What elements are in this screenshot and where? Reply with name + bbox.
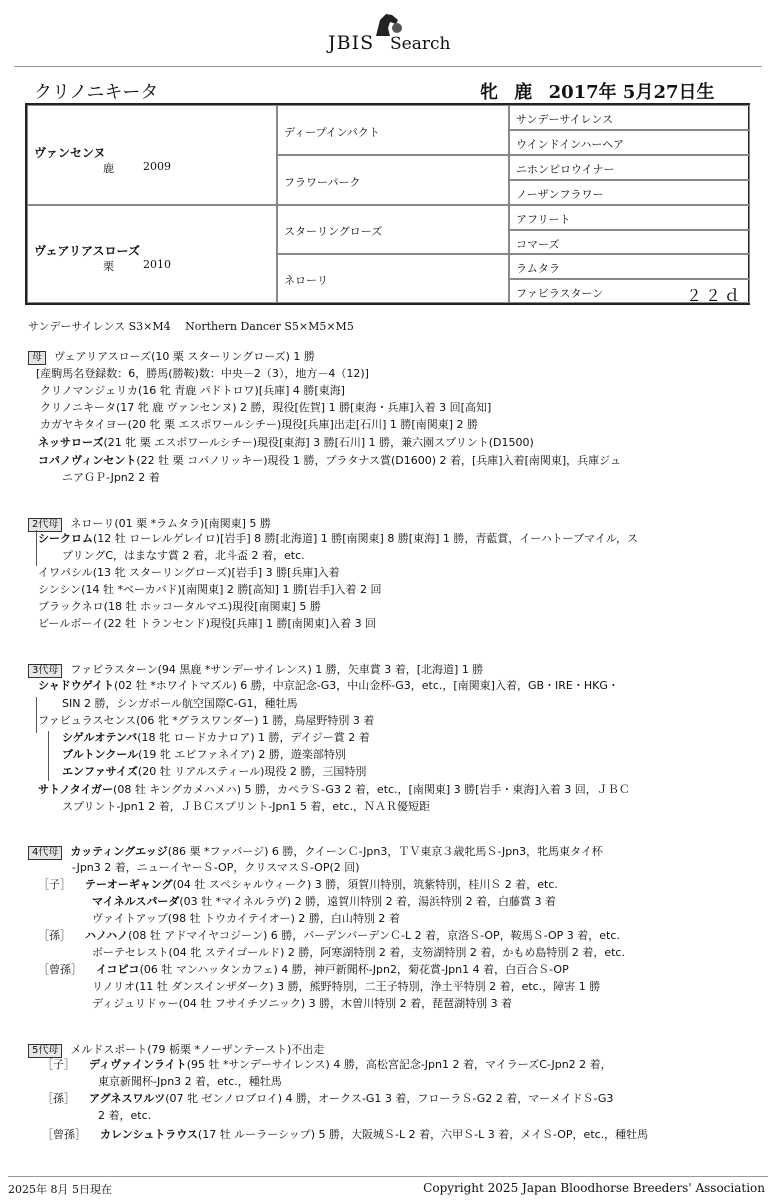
jbis-logo[interactable] [328,12,458,56]
line-text: (08 牡 キングカメハメハ) 5 勝，カペラＳ-G3 2 着，etc.，[南関東] 3 勝[岩手・東海]入着 3 回，ＪＢＣ [113,783,630,796]
notable-horse-name[interactable]: マイネルスパーダ [92,895,180,908]
family-line [92,895,556,909]
family-line [40,384,345,398]
notable-horse-name[interactable]: ディヴァインライト [89,1058,187,1071]
line-text: メルドスポート(79 栃栗 *ノーザンテースト)不出走 [70,1043,325,1056]
line-text: (07 牝 ゼンノロブロイ) 4 勝，オークス-G1 3 着，フローラＳ-G2 2 着，マーメイドＳ-G3 [165,1092,614,1105]
notable-horse-name[interactable]: テーオーギャング [85,878,173,891]
pedigree-g2 [277,155,509,205]
family-line [42,1092,613,1106]
notable-horse-name[interactable]: シゲルオテンバ [62,731,138,744]
pedigree-g3 [509,230,750,254]
line-text: (86 栗 *ファバージ) 6 勝，クイーンＣ-Jpn3，ＴＶ東京３歳牝馬Ｓ-Jpn3，牝馬東タイ杯 [167,845,603,858]
g3-name: ウインドインハーヘア [516,138,625,151]
relation-label: ［孫］ [42,1092,75,1105]
line-text: ディジュリドゥー(04 牡 フサイチソニック) 3 勝，木曽川特別 2 着，琵琶湖特別 3 着 [92,997,513,1010]
family-line [38,929,620,943]
family-line [62,765,366,779]
line-text: (02 牡 *ホワイトマズル) 6 勝，中京記念-G3，中山金杯-G3，etc.，[南関東]入着，GB・IRE・HKG・ [114,679,619,692]
g3-name: ニホンピロウイナー [516,163,615,176]
line-text: ブラックネロ(18 牡 ホッコータルマエ)現役[南関東] 5 勝 [38,600,321,613]
family-line [92,912,400,926]
notable-horse-name[interactable]: シャドウゲイト [38,679,115,692]
line-text: ボーテセレスト(04 牝 ステイゴールド) 2 勝，阿寒湖特別 2 着，支笏湖特別 2 着，かもめ島特別 2 着，etc. [92,946,625,959]
pedigree-dam [27,205,277,303]
pedigree-g2 [277,105,509,155]
line-text: (17 牡 ルーラーシップ) 5 勝，大阪城Ｓ-L 2 着，六甲Ｓ-L 3 着，メイＳ-OP，etc.，種牡馬 [197,1128,649,1141]
horse-sex: 牝 [480,82,498,103]
family-line [62,697,298,711]
notable-horse-name[interactable]: ハノハノ [85,929,129,942]
dam-year: 2010 [143,258,171,271]
family-line [28,350,315,365]
family-line [38,436,534,450]
line-text: (04 牡 スペシャルウィーク) 3 勝，須賀川特別，筑紫特別，桂川Ｓ 2 着，etc. [172,878,558,891]
line-text: プリングC，はまなす賞 2 着，北斗盃 2 着，etc. [62,549,305,562]
line-text: (12 牡 ローレルゲレイロ)[岩手] 8 勝[北海道] 1 勝[南関東] 8 勝[東海] 1 勝，青藍賞，イーハトーブマイル，ス [93,532,638,545]
relation-label: ［子］ [38,878,71,891]
line-text: (08 牡 アドマイヤコジーン) 6 勝，バーデンバーデンＣ-L 2 着，京洛Ｓ-OP，鞍馬Ｓ-OP 3 着，etc. [128,929,620,942]
g3-name: ファビラスターン [516,287,604,300]
line-text: [産駒馬名登録数：6，勝馬(勝鞍)数：中央－2（3），地方－4（12)] [36,367,369,380]
line-text: 東京新聞杯-Jpn3 2 着，etc.，種牡馬 [98,1075,282,1088]
notable-horse-name[interactable]: コパノヴィンセント [38,454,137,467]
sire-year: 2009 [143,160,171,173]
line-text: SIN 2 勝，シンガポール航空国際C-G1，種牡馬 [62,697,298,710]
line-text: (19 牝 エピファネイア) 2 勝，遊楽部特別 [138,748,346,761]
footer-date: 2025年 8月 5日現在 [8,1183,112,1196]
line-text: (21 牝 栗 エスポワールシチー)現役[東海] 3 勝[石川] 1 勝，兼六園スプリント(D1500) [103,436,534,449]
pedigree-g2 [277,205,509,254]
line-text: ファビュラスセンス(06 牝 *グラスワンダー) 1 勝，鳥屋野特別 3 着 [38,714,375,727]
logo-jbis-text: JBIS [328,32,375,54]
line-text: ビールボーイ(22 牡 トランセンド)現役[兵庫] 1 勝[南関東]入着 3 回 [38,617,377,630]
family-line [38,583,382,597]
line-text: -Jpn3 2 着，ニューイヤーＳ-OP，クリスマスＳ-OP(2 回) [72,861,360,874]
line-text: (18 牝 ロードカナロア) 1 勝，デイジー賞 2 着 [137,731,370,744]
generation-badge: 母 [28,351,46,365]
pedigree-table [25,103,750,305]
generation-badge: 2代母 [28,518,62,532]
notable-horse-name[interactable]: シークロム [38,532,93,545]
g3-name: ノーザンフラワー [516,188,604,201]
line-text: ネローリ(01 栗 *ラムタラ)[南関東] 5 勝 [70,517,271,530]
g3-name: ラムタラ [516,262,560,275]
family-line [28,517,271,532]
line-text: (03 牡 *マイネルラヴ) 2 勝，遠賀川特別 2 着，湯浜特別 2 着，白藤賞 3 着 [179,895,557,908]
line-text: 2 着，etc. [98,1109,152,1122]
tree-connector [48,731,49,781]
relation-label: ［曾孫］ [42,1128,86,1141]
notable-horse-name[interactable]: サトノタイガー [38,783,114,796]
family-line [92,997,512,1011]
family-line [38,714,374,728]
logo-search-text: Search [390,34,451,54]
tree-connector [36,530,37,566]
line-text: ファビラスターン(94 黒鹿 *サンデーサイレンス) 1 勝，矢車賞 3 着，[北海道] 1 勝 [70,663,484,676]
family-line [38,679,619,693]
horse-birth: 2017年 5月27日生 [548,82,715,103]
family-line [38,878,558,892]
relation-label: ［曾孫］ [38,963,82,976]
family-line [42,1058,612,1072]
family-line [36,367,369,381]
relation-label: ［子］ [42,1058,75,1071]
footer-copyright: Copyright 2025 Japan Bloodhorse Breeders' Association [423,1181,765,1195]
family-line [62,549,305,563]
notable-horse-name[interactable]: アグネスワルツ [89,1092,166,1105]
family-line [38,454,621,468]
line-text: ニアＧＰ-Jpn2 2 着 [62,471,160,484]
family-line [98,1075,282,1089]
horse-name: クリノニキータ [34,82,159,103]
relation-label: ［孫］ [38,929,71,942]
g2-name: スターリングローズ [284,225,383,238]
family-line [28,845,603,860]
notable-horse-name[interactable]: カレンシュトラウス [100,1128,198,1141]
tree-connector [36,697,37,733]
family-line [38,566,340,580]
pedigree-g3 [509,205,750,230]
dam-color: 栗 [103,260,114,273]
notable-horse-name[interactable]: イコピコ [96,963,140,976]
sire-color: 鹿 [103,162,114,175]
family-line [62,731,370,745]
family-number: ２２ｄ [685,286,743,305]
g2-name: フラワーパーク [284,176,361,189]
family-line [62,748,346,762]
family-line [62,471,160,485]
family-line [28,663,483,678]
line-text: ヴェアリアスローズ(10 栗 スターリングローズ) 1 勝 [54,350,315,363]
family-line [42,1128,648,1142]
footer-rule [8,1176,768,1177]
g2-name: ネローリ [284,274,328,287]
pedigree-g3 [509,105,750,130]
line-text: (95 牡 *サンデーサイレンス) 4 勝，高松宮記念-Jpn1 2 着，マイラーズC-Jpn2 2 着， [186,1058,612,1071]
family-line [98,1109,151,1123]
horse-color: 鹿 [514,82,533,103]
line-text: クリノニキータ(17 牝 鹿 ヴァンセンヌ) 2 勝，現役[佐賀] 1 勝[東海・兵庫]入着 3 回[高知] [40,401,492,414]
generation-badge: 5代母 [28,1044,62,1058]
family-line [38,617,376,631]
notable-horse-name[interactable]: カッティングエッジ [70,845,168,858]
line-text: リノリオ(11 牡 ダンスインザダーク) 3 勝，熊野特別，二王子特別，浄土平特別 2 着，etc.，障害 1 勝 [92,980,601,993]
family-line [38,963,569,977]
family-line [28,1043,324,1058]
notable-horse-name[interactable]: エンファサイズ [62,765,138,778]
family-line [40,418,478,432]
line-text: カガヤキタイヨー(20 牝 栗 エスポワールシチー)現役[兵庫]出走[石川] 1 勝[南関東] 2 勝 [40,418,478,431]
line-text: クリノマンジェリカ(16 牝 青鹿 パドトロワ)[兵庫] 4 勝[東海] [40,384,345,397]
line-text: イワパシル(13 牝 スターリングローズ)[岩手] 3 勝[兵庫]入着 [38,566,340,579]
g2-name: ディープインパクト [284,126,380,139]
pedigree-g3 [509,180,750,205]
generation-badge: 3代母 [28,664,62,678]
pedigree-g3 [509,130,750,155]
family-line [38,783,630,797]
pedigree-g3 [509,155,750,180]
family-line [62,800,430,814]
pedigree-g3 [509,279,750,303]
g3-name: アフリート [516,213,571,226]
family-line [92,946,625,960]
g3-name: コマーズ [516,238,560,251]
line-text: シンシン(14 牡 *ベーカバド)[南関東] 2 勝[高知] 1 勝[岩手]入着 2 回 [38,583,382,596]
pedigree-g2 [277,254,509,303]
line-text: (22 牡 栗 コパノリッキー)現役 1 勝，プラタナス賞(D1600) 2 着，[兵庫]入着[南関東]，兵庫ジュ [136,454,621,467]
family-line [40,401,491,415]
header-rule [14,66,762,67]
dam-name: ヴェアリアスローズ [34,244,140,258]
g3-name: サンデーサイレンス [516,113,614,126]
line-text: (20 牡 リアルスティール)現役 2 勝，三国特別 [137,765,367,778]
generation-badge: 4代母 [28,846,62,860]
pedigree-g3 [509,254,750,279]
family-line [72,861,360,875]
inbreeding-note: サンデーサイレンス S3×M4 Northern Dancer S5×M5×M5 [28,320,354,333]
pedigree-sire [27,105,277,205]
family-line [38,532,638,546]
family-line [38,600,321,614]
sire-name: ヴァンセンヌ [34,146,106,160]
line-text: ヴァイトアップ(98 牡 トウカイテイオー) 2 勝，白山特別 2 着 [92,912,400,925]
family-line [92,980,600,994]
line-text: スプリント-Jpn1 2 着，ＪＢＣスプリント-Jpn1 5 着，etc.，ＮＡＲ優短距 [62,800,431,813]
notable-horse-name[interactable]: ネッサローズ [38,436,104,449]
line-text: (06 牡 マンハッタンカフェ) 4 勝，神戸新聞杯-Jpn2，菊花賞-Jpn1 4 着，白百合Ｓ-OP [139,963,569,976]
notable-horse-name[interactable]: ブルトンクール [62,748,139,761]
horse-info [480,78,725,104]
